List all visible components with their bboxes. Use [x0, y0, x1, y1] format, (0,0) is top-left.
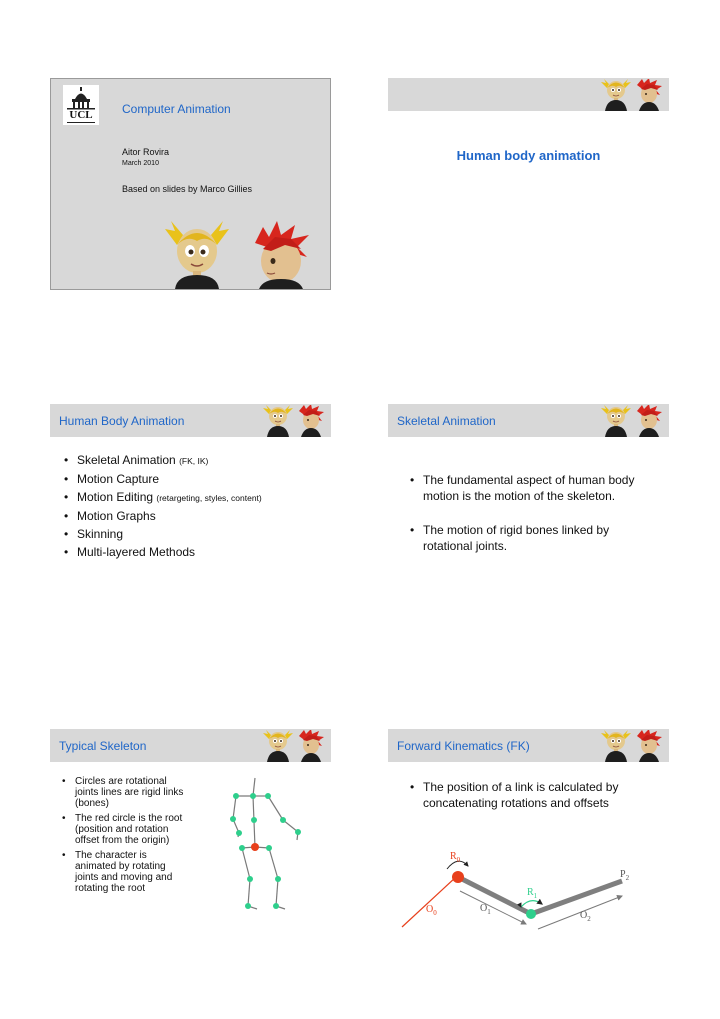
- slide-title: Computer Animation: [122, 102, 231, 116]
- topic-list: [64, 451, 319, 561]
- bullet-text: Circles are rotational joints lines are rigid links (bones): [75, 776, 184, 809]
- joint-shoulder-left: [233, 793, 239, 799]
- slide-skeletal-animation: [388, 404, 669, 616]
- joint-ankle-left: [245, 903, 251, 909]
- list-item: [410, 779, 660, 811]
- svg-text:O0: [426, 904, 437, 917]
- character-heads-icon: [601, 730, 663, 762]
- slide-header-title: Typical Skeleton: [59, 739, 147, 753]
- label-p2-base: P: [620, 869, 626, 880]
- joint-elbow-right: [280, 817, 286, 823]
- label-o2-sub: 2: [587, 915, 591, 923]
- svg-text:R1: [527, 887, 538, 900]
- slide-typical-skeleton: [50, 729, 331, 941]
- label-r1-base: R: [527, 887, 534, 898]
- joint-hip-left: [239, 845, 245, 851]
- joint-knee-left: [247, 876, 253, 882]
- label-p2-sub: 2: [625, 874, 630, 882]
- slide-header-title: Skeletal Animation: [397, 414, 496, 428]
- list-item: [62, 850, 190, 894]
- date: March 2010: [122, 160, 159, 167]
- character-heads-icon: [601, 405, 663, 437]
- slide-computer-animation: [50, 78, 331, 290]
- list-item: [410, 472, 655, 504]
- svg-text:O1: [480, 903, 491, 916]
- credit: Based on slides by Marco Gillies: [122, 184, 253, 194]
- character-heads-icon: [263, 405, 325, 437]
- joint-wrist-left: [236, 830, 242, 836]
- logo-text: UCL: [69, 109, 93, 121]
- list-item: [64, 543, 319, 561]
- joint-shoulder-right: [265, 793, 271, 799]
- list-item: [64, 470, 319, 488]
- label-o0-sub: 0: [433, 909, 437, 917]
- list-item: [410, 522, 655, 554]
- ucl-logo: [63, 85, 99, 125]
- bullet-list: [410, 779, 660, 811]
- root-joint: [452, 871, 464, 883]
- bullet-main: Motion Capture: [77, 472, 160, 486]
- list-item: [62, 776, 190, 809]
- bullet-main: Multi-layered Methods: [77, 545, 196, 559]
- label-o2-base: O: [580, 910, 588, 921]
- label-o1-sub: 1: [487, 908, 491, 916]
- bullet-list: [62, 776, 190, 894]
- section-title: Human body animation: [456, 148, 601, 163]
- bullet-main: Skinning: [77, 527, 124, 541]
- bullet-text: The position of a link is calculated by concatenating rotations and offsets: [423, 780, 619, 810]
- bullet-list: [410, 472, 655, 554]
- slide-header-title: Forward Kinematics (FK): [397, 739, 530, 753]
- label-r1-sub: 1: [533, 892, 538, 900]
- label-o1-base: O: [480, 903, 488, 914]
- joint-elbow-left: [230, 816, 236, 822]
- bullet-text: The red circle is the root (position and rotation offset from the origin): [75, 813, 183, 846]
- bullet-main: Skeletal Animation: [77, 453, 176, 467]
- fk-diagram: [388, 839, 669, 939]
- svg-text:O2: [580, 910, 591, 923]
- list-item: [64, 451, 319, 470]
- slide-header-title: Human Body Animation: [59, 414, 185, 428]
- slide-forward-kinematics: [388, 729, 669, 941]
- bullet-text: The motion of rigid bones linked by rotational joints.: [423, 523, 610, 553]
- label-r0-base: R: [450, 851, 457, 862]
- joint-wrist-right: [295, 829, 301, 835]
- bullet-note: (retargeting, styles, content): [156, 493, 262, 503]
- list-item: [64, 525, 319, 543]
- author: Aitor Rovira: [122, 147, 170, 157]
- joint-ankle-right: [273, 903, 279, 909]
- list-item: [64, 488, 319, 507]
- joint-1: [526, 909, 536, 919]
- bullet-text: The character is animated by rotating joints and moving and rotating the root: [75, 850, 173, 894]
- list-item: [64, 507, 319, 525]
- label-o0-base: O: [426, 904, 434, 915]
- slide-human-body-animation: [50, 404, 331, 616]
- character-heads-icon: [601, 79, 663, 111]
- list-item: [62, 813, 190, 846]
- label-r0-sub: 0: [456, 856, 461, 864]
- skeleton-diagram: [225, 772, 305, 917]
- joint-knee-right: [275, 876, 281, 882]
- cartoon-characters-image: [163, 221, 327, 289]
- character-heads-icon: [263, 730, 325, 762]
- joint-spine: [251, 817, 257, 823]
- bullet-main: Motion Editing: [77, 490, 154, 504]
- joint-neck: [250, 793, 256, 799]
- bullet-main: Motion Graphs: [77, 509, 156, 523]
- bullet-text: The fundamental aspect of human body motion is the motion of the skeleton.: [423, 473, 635, 503]
- root-joint: [251, 843, 259, 851]
- slide-human-body-animation-title: [388, 78, 669, 290]
- joint-hip-right: [266, 845, 272, 851]
- bullet-note: (FK, IK): [179, 456, 209, 466]
